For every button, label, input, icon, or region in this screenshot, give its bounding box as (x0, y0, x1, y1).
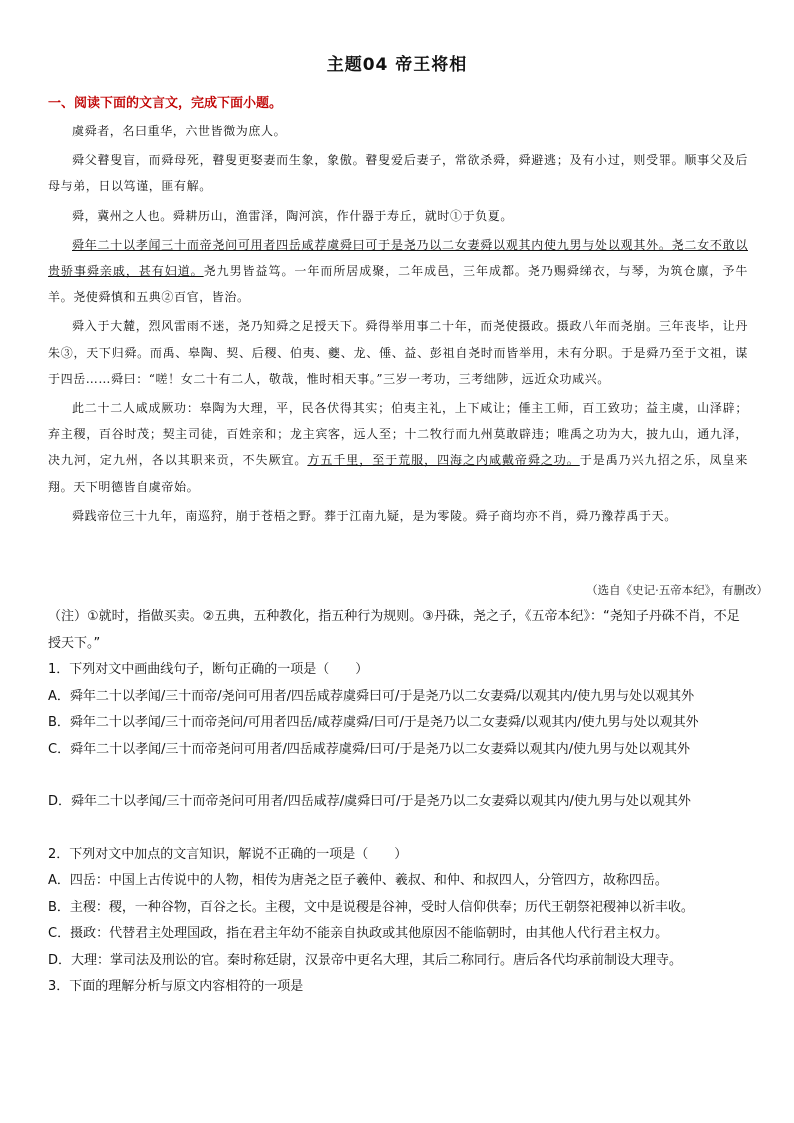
question-2-option-d: D．大理：掌司法及刑讼的官。秦时称廷尉，汉景帝中更名大理，其后二称同行。唐后各代均承前制设大理寺。 (48, 952, 683, 968)
annotation-note: （注）①就时，指做买卖。②五典，五种教化，指五种行为规则。③丹硃，尧之子，《五帝本纪》：“尧知子丹硃不肖，不足授天下。” (48, 609, 740, 651)
question-2-option-a: A．四岳：中国上古传说中的人物，相传为唐尧之臣子羲仲、羲叔、和仲、和叔四人，分管四方，故称四岳。 (48, 873, 668, 888)
passage-paragraph: 舜践帝位三十九年，南巡狩，崩于苍梧之野。葬于江南九疑，是为零陵。舜子商均亦不肖，舜乃豫荐禹于天。 (72, 508, 677, 523)
question-2-option-c: C．摄政：代替君主处理国政，指在君主年幼不能亲自执政或其他原因不能临朝时，由其他人代行君主权力。 (48, 926, 669, 941)
spacer (48, 763, 748, 789)
page-title: 主题04 帝王将相 (326, 55, 468, 75)
passage-paragraph (48, 395, 748, 500)
passage-paragraph: 舜入于大麓，烈风雷雨不迷，尧乃知舜之足授天下。舜得举用事二十年，而尧使摄政。摄政八年而尧崩。三年丧毕，让丹朱③，天下归舜。而禹、皋陶、契、后稷、伯夷、夔、龙、倕、益、彭祖自尧时而皆举用，未有分职。于是舜乃至于文祖，谋于四岳……舜曰：“嗟！女二十有二人，敬哉，惟时相天事。”三岁一考功，三考绌陟，远近众功咸兴。 (48, 319, 748, 386)
passage-text: 于是禹乃兴九招之乐，凤皇来翔。天下明德皆自虞帝始。 (48, 453, 748, 494)
question-1-option-b: B．舜年二十以孝闻/三十而帝尧问/可用者四岳/咸荐虞舜/曰可/于是尧乃以二女妻舜/以观其内/使九男与处以观其外 (48, 715, 699, 730)
question-1-option-c: C．舜年二十以孝闻/三十而帝尧问可用者/四岳咸荐虞舜/曰可/于是尧乃以二女妻舜以观其内/使九男与处以观其外 (48, 741, 690, 757)
source-citation: （选自《史记·五帝本纪》，有删改） (586, 583, 768, 597)
question-1-option-d: D．舜年二十以孝闻/三十而帝尧问可用者/四岳咸荐/虞舜曰可/于是尧乃以二女妻舜以观其内/使九男与处以观其外 (48, 794, 691, 809)
question-1-option-a: A．舜年二十以孝闻/三十而帝/尧问可用者/四岳咸荐虞舜曰可/于是尧乃以二女妻舜/以观其内/使九男与处以观其外 (48, 688, 695, 704)
underlined-sentence: 舜年二十以孝闻三十而帝尧问可用者四岳咸荐虞舜曰可于是尧乃以二女妻舜以观其内使九男与处以观其外。尧二女不敢以贵骄事舜亲戚，甚有妇道。 (48, 237, 748, 279)
question-2-option-b: B．主稷：稷，一种谷物，百谷之长。主稷，文中是说稷是谷神，受时人信仰供奉；历代王朝祭祀稷神以祈丰收。 (48, 899, 694, 915)
spacer (48, 816, 748, 842)
question-1-stem: 1．下列对文中画曲线句子，断句正确的一项是（ ） (48, 662, 369, 677)
passage-paragraph: 虞舜者，名曰重华，六世皆微为庶人。 (72, 124, 287, 138)
passage-paragraph (48, 232, 748, 311)
questions-block (48, 604, 748, 1001)
section-heading: 一、阅读下面的文言文，完成下面小题。 (48, 96, 283, 111)
question-2-stem: 2．下列对文中加点的文言知识，解说不正确的一项是（ ） (48, 846, 408, 862)
passage-text: 此二十二人咸成厥功：皋陶为大理，平，民各伏得其实；伯夷主礼，上下咸让；倕主工师，百工致功；益主虞，山泽辟；弃主稷，百谷时茂；契主司徒，百姓亲和；龙主宾客，远人至；十二牧行而九州莫敢辟违；唯禹之功为大，披九山，通九泽，决九河，定九州，各以其职来贡，不失厥宜。 (48, 401, 748, 468)
passage-text: 尧九男皆益笃。一年而所居成聚，二年成邑，三年成都。尧乃赐舜绨衣，与琴，为筑仓廪，予牛羊。尧使舜慎和五典②百官，皆治。 (48, 264, 748, 305)
underlined-sentence: 方五千里，至于荒服，四海之内咸戴帝舜之功。 (307, 453, 580, 468)
question-3-stem: 3．下面的理解分析与原文内容相符的一项是 (48, 979, 304, 994)
classical-passage (48, 118, 748, 532)
passage-paragraph: 舜，冀州之人也。舜耕历山，渔雷泽，陶河滨，作什器于寿丘，就时①于负夏。 (72, 208, 514, 223)
passage-paragraph: 舜父瞽叟盲，而舜母死，瞽叟更娶妻而生象，象傲。瞽叟爱后妻子，常欲杀舜，舜避逃；及有小过，则受罪。顺事父及后母与弟，日以笃谨，匪有解。 (48, 153, 748, 194)
